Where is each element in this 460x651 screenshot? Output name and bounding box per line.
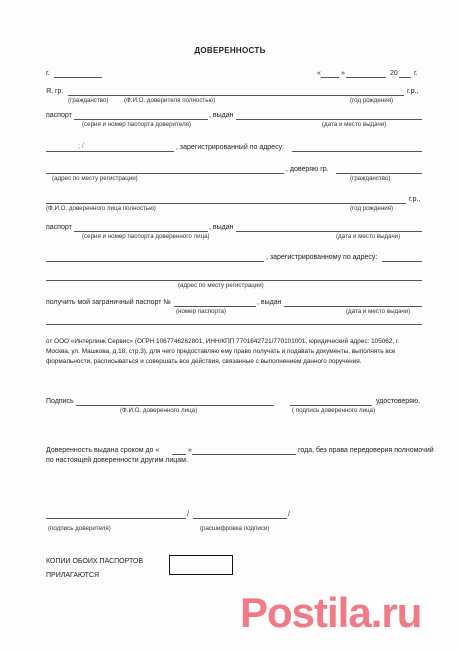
principal-signature-decode-field[interactable] — [193, 518, 287, 519]
day-field[interactable] — [321, 77, 339, 78]
cap-principal-issue: (дата и место выдачи) — [322, 121, 387, 128]
attorney-issued-label: , выдан — [209, 224, 234, 231]
date-open-quote: « — [317, 70, 321, 77]
validity-close-quote: » — [188, 447, 192, 454]
attorney-address-field-1[interactable] — [46, 261, 264, 262]
cap-principal-fio: (Ф.И.О. доверителя полностью) — [124, 97, 216, 104]
month-field[interactable] — [346, 77, 386, 78]
document-title: ДОВЕРЕННОСТЬ — [194, 46, 266, 55]
attorney-passport-label: паспорт — [46, 224, 72, 231]
date-close-quote: » — [341, 70, 345, 77]
cap-foreign-passport-issue: (дата и место выдачи) — [346, 308, 411, 315]
obtain-lead: получить мой заграничный паспорт № — [46, 299, 171, 306]
principal-issue-field[interactable] — [236, 119, 422, 120]
signature-label: Подпись — [46, 398, 74, 405]
attorney-citizenship-field[interactable] — [336, 173, 422, 174]
cap-attorney-address: (адрес по месту регистрации) — [178, 282, 264, 289]
validity-lead: Доверенность выдана сроком до « — [46, 447, 160, 454]
cap-principal-signature: (подпись доверителя) — [48, 525, 111, 532]
cap-attorney-citizenship: (гражданство) — [350, 175, 391, 182]
attorney-registered-label: , зарегистрированному по адресу: — [266, 254, 378, 261]
validity-tail: года, без права передоверия полномочий — [298, 447, 434, 454]
cap-attorney-signature: ( подпись доверенного лица) — [292, 407, 376, 414]
obtain-issued-label: , выдан — [257, 299, 282, 306]
validity-day-field[interactable] — [172, 454, 186, 455]
cap-attorney-issue: (дата и место выдачи) — [336, 233, 401, 240]
sign-slash-2: / — [288, 511, 290, 518]
cap-attorney-passport: (серия и номер паспорта доверенного лица) — [82, 233, 210, 240]
authority-paragraph: от ООО «Интерлинк Сервис» (ОГРН 1067746262801, ИНН/КПП 7701642721/770101001, юридический адрес: 105062, г. Москва, ул. Машкова, д.18, стр.3), для чего предоставляю ему право получать и подавать документы, выполнять все формальности, расписываться и совершать все действия, связанные с выполнением данного поручения. — [46, 338, 400, 365]
city-field[interactable] — [54, 77, 102, 78]
attorney-issue-field[interactable] — [236, 231, 422, 232]
principal-passport-label: паспорт — [46, 112, 72, 119]
principal-address-field-3[interactable] — [46, 173, 284, 174]
principal-address-field-1[interactable] — [46, 151, 174, 152]
year-field[interactable] — [399, 77, 411, 78]
foreign-passport-issue-field[interactable] — [284, 306, 422, 307]
attorney-address-field-2[interactable] — [382, 261, 422, 262]
foreign-passport-number-field[interactable] — [174, 306, 256, 307]
cap-foreign-passport-number: (номер паспорта) — [176, 308, 227, 315]
cap-attorney-birth-year: (год рождения) — [350, 205, 394, 212]
attorney-fio-sign-field[interactable] — [76, 405, 274, 406]
city-prefix: г. — [46, 70, 50, 77]
cap-signature-decode: (расшифровка подписи) — [200, 525, 270, 532]
attachments-line2: ПРИЛАГАЮТСЯ — [46, 572, 100, 579]
validity-month-year-field[interactable] — [192, 454, 296, 455]
principal-address-field-2[interactable] — [292, 151, 422, 152]
cap-attorney-fio-sign: (Ф.И.О. доверенного лица) — [120, 407, 198, 414]
cap-attorney-fio: (Ф.И.О. доверенного лица полностью) — [46, 205, 156, 212]
principal-fio-field[interactable] — [68, 95, 404, 96]
principal-born-suffix: г.р., — [407, 88, 419, 95]
principal-trust-label: , доверяю гр. — [286, 166, 329, 173]
principal-issued-label: , выдан — [209, 112, 234, 119]
cap-principal-citizenship: (гражданство) — [68, 97, 109, 104]
obtain-extra-field[interactable] — [46, 324, 422, 325]
attorney-passport-field[interactable] — [74, 231, 208, 232]
principal-lead: Я, гр. — [46, 88, 64, 95]
cap-principal-birth-year: (год рождения) — [350, 97, 394, 104]
certify-label: удостоверяю, — [376, 398, 421, 405]
attachments-line1: КОПИИ ОБОИХ ПАСПОРТОВ — [46, 558, 144, 565]
attorney-signature-field[interactable] — [290, 405, 372, 406]
sign-slash-1: / — [187, 511, 189, 518]
stray-mark: ; / — [78, 143, 84, 150]
principal-signature-field[interactable] — [46, 518, 186, 519]
year-suffix: г. — [414, 70, 418, 77]
principal-passport-field[interactable] — [74, 119, 208, 120]
principal-registered-label: , зарегистрированный по адресу: — [176, 144, 285, 151]
attorney-address-field-3[interactable] — [46, 280, 422, 281]
cap-principal-address: (адрес по месту регистрации) — [52, 175, 138, 182]
attorney-fio-field[interactable] — [46, 203, 406, 204]
watermark-logo: Postila.ru — [240, 589, 422, 636]
cap-principal-passport: (серия и номер паспорта доверителя) — [82, 121, 191, 128]
attorney-born-suffix: г.р., — [409, 196, 421, 203]
stamp-box — [169, 555, 233, 575]
year-prefix: 20 — [390, 70, 398, 77]
validity-line2: по настоящей доверенности другим лицам. — [46, 457, 188, 464]
